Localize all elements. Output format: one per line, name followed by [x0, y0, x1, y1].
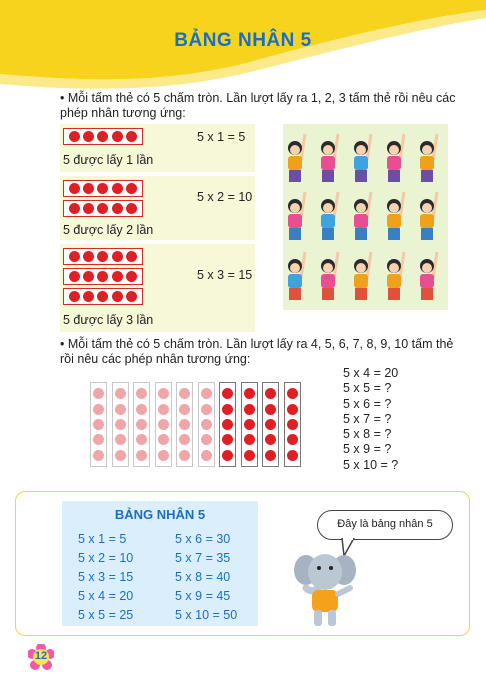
instruction-2-text: Mỗi tấm thẻ có 5 chấm tròn. Lần lượt lấy ra 4, 5, 6, 7, 8, 9, 10 tấm thẻ rồi nêu các phép nhân tương ứng:	[60, 337, 454, 366]
table-cell: 5 x 10 = 50	[175, 608, 238, 622]
bullet: •	[60, 91, 68, 105]
table-title: BẢNG NHÂN 5	[114, 507, 206, 522]
vertical-dot-card	[112, 382, 129, 467]
table-cell: 5 x 9 = 45	[175, 589, 231, 603]
label-row-3: 5 được lấy 3 lần	[63, 313, 154, 327]
dot-card	[63, 288, 143, 305]
table-cell: 5 x 6 = 30	[175, 532, 231, 546]
equation-list	[343, 366, 398, 473]
page-title: BẢNG NHÂN 5	[174, 30, 312, 51]
table-cell: 5 x 8 = 40	[175, 570, 231, 584]
vertical-dot-card	[90, 382, 107, 467]
label-row-1: 5 được lấy 1 lần	[63, 153, 154, 167]
children-illustration	[283, 124, 448, 310]
dot-card	[63, 180, 143, 197]
elephant-icon	[292, 548, 358, 630]
dot-card	[63, 268, 143, 285]
equation-row-2: 5 x 2 = 10	[197, 190, 253, 204]
equation: 5 x 4 = 20	[343, 366, 399, 380]
vertical-dot-card	[219, 382, 236, 467]
vertical-dot-card	[133, 382, 150, 467]
equation-row-1: 5 x 1 = 5	[197, 130, 246, 144]
equation: 5 x 7 = ?	[343, 411, 392, 426]
vertical-dot-card	[241, 382, 258, 467]
table-cell: 5 x 7 = 35	[175, 551, 231, 565]
bullet: •	[60, 337, 68, 351]
instruction-2	[60, 337, 465, 367]
table-cell: 5 x 5 = 25	[78, 608, 134, 622]
equation: 5 x 8 = ?	[343, 427, 392, 442]
instruction-1-text: Mỗi tấm thẻ có 5 chấm tròn. Lần lượt lấy ra 1, 2, 3 tấm thẻ rồi nêu các phép nhân tương ứng:	[60, 91, 456, 120]
dot-card	[63, 248, 143, 265]
equation: 5 x 10 = ?	[343, 457, 399, 472]
table-cell: 5 x 1 = 5	[78, 532, 127, 546]
vertical-dot-card	[262, 382, 279, 467]
label-row-2: 5 được lấy 2 lần	[63, 223, 154, 237]
dot-card	[63, 200, 143, 217]
instruction-1	[60, 91, 460, 121]
equation-row-3: 5 x 3 = 15	[197, 268, 253, 282]
table-cell: 5 x 4 = 20	[78, 589, 134, 603]
vertical-dot-card	[176, 382, 193, 467]
dot-card	[63, 128, 143, 145]
speech-bubble: Đây là bảng nhân 5	[317, 510, 453, 540]
vertical-dot-card	[198, 382, 215, 467]
equation: 5 x 9 = ?	[343, 442, 392, 457]
vertical-dot-card	[155, 382, 172, 467]
equation: 5 x 5 = ?	[343, 381, 392, 396]
vertical-dot-card	[284, 382, 301, 467]
page-number: 12	[34, 650, 48, 662]
table-cell: 5 x 3 = 15	[78, 570, 134, 584]
table-cell: 5 x 2 = 10	[78, 551, 134, 565]
equation: 5 x 6 = ?	[343, 396, 392, 411]
